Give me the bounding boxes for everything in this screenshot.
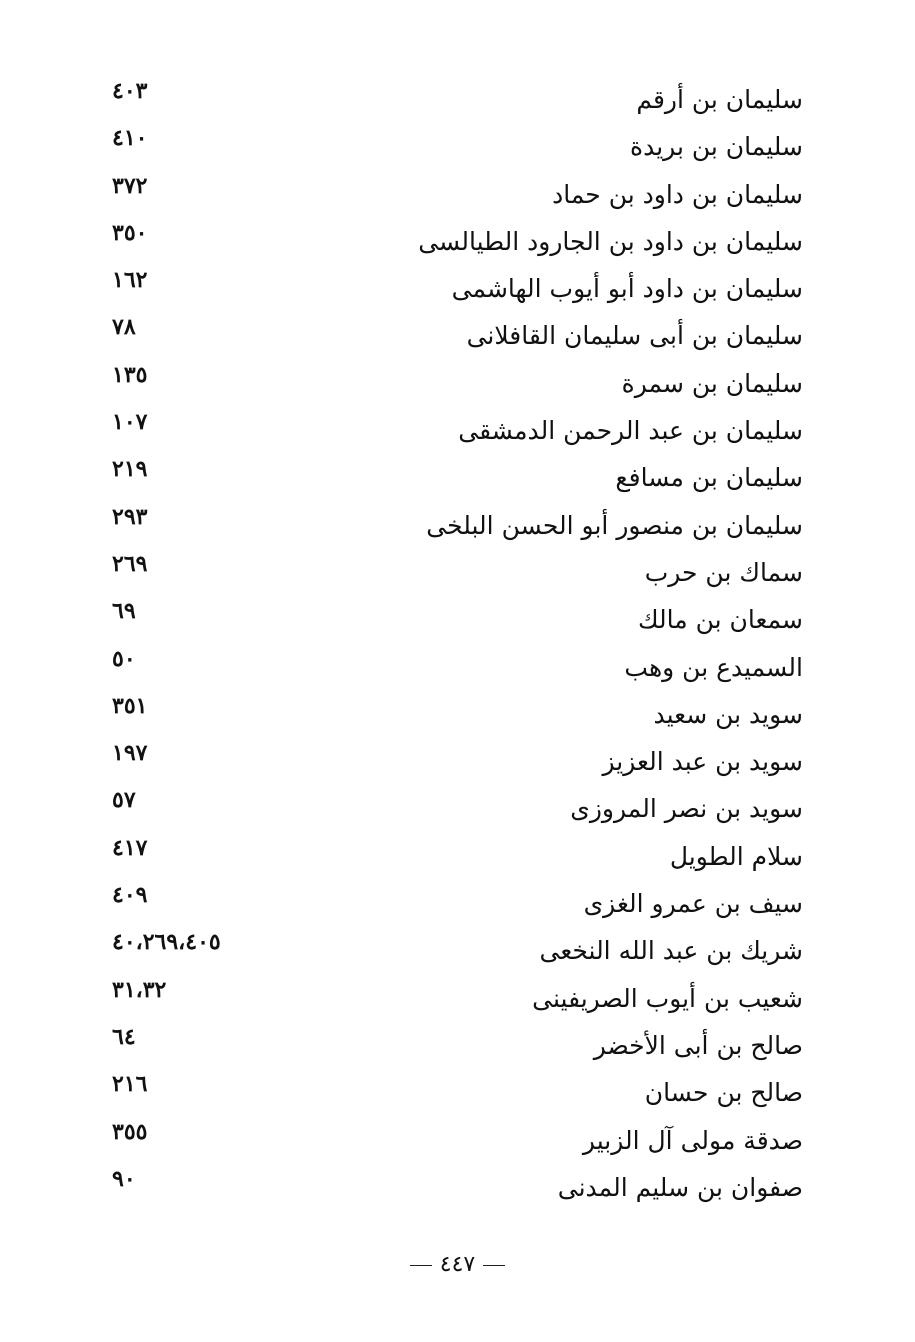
entry-name: سويد بن نصر المروزى <box>570 794 803 824</box>
entry-name: صالح بن أبى الأخضر <box>593 1030 803 1060</box>
index-entry <box>0 1069 915 1116</box>
entry-name: سليمان بن منصور أبو الحسن البلخى <box>426 510 803 540</box>
index-entry <box>0 785 915 832</box>
entry-page-numbers: ٤١٠ <box>112 125 148 152</box>
entry-name: سليمان بن داود بن الجارود الطيالسى <box>418 226 803 256</box>
entry-name: سويد بن عبد العزيز <box>602 747 803 777</box>
index-entry <box>0 549 915 596</box>
index-entry <box>0 265 915 312</box>
entry-page-numbers: ٢٩٣ <box>112 503 148 530</box>
index-entry <box>0 454 915 501</box>
index-entry <box>0 596 915 643</box>
index-entry <box>0 927 915 974</box>
entry-page-numbers: ٢٦٩ <box>112 550 148 577</box>
entry-name: سليمان بن سمرة <box>621 368 803 398</box>
index-entry <box>0 738 915 785</box>
entry-name: شعيب بن أيوب الصريفينى <box>532 983 803 1013</box>
entry-name: سليمان بن مسافع <box>615 463 803 493</box>
entry-name: صالح بن حسان <box>644 1078 803 1108</box>
entry-page-numbers: ٥٠ <box>112 645 136 672</box>
index-entry <box>0 76 915 123</box>
entry-name: سليمان بن أبى سليمان القافلانى <box>466 321 803 351</box>
footer-dash-left <box>410 1265 432 1266</box>
entry-name: سليمان بن عبد الرحمن الدمشقى <box>458 416 803 446</box>
entry-page-numbers: ٣٥٠ <box>112 219 148 246</box>
entry-page-numbers: ١٠٧ <box>112 409 148 436</box>
entry-name: سلام الطويل <box>669 841 803 871</box>
entry-name: سمعان بن مالك <box>637 605 803 635</box>
entry-page-numbers: ٤٠٣ <box>112 78 148 104</box>
index-list <box>0 76 915 1211</box>
entry-page-numbers: ٩٠ <box>112 1165 136 1192</box>
index-entry <box>0 691 915 738</box>
entry-page-numbers: ١٩٧ <box>112 740 148 767</box>
entry-page-numbers: ١٦٢ <box>112 267 148 294</box>
index-entry <box>0 644 915 691</box>
page-footer <box>0 1250 915 1280</box>
page-number: ٤٤٧ <box>439 1252 476 1277</box>
entry-page-numbers: ٥٧ <box>112 787 136 814</box>
entry-page-numbers: ١٣٥ <box>112 361 148 388</box>
entry-page-numbers: ٦٤ <box>112 1023 136 1050</box>
entry-name: سليمان بن أرقم <box>636 85 803 114</box>
entry-name: سليمان بن داود أبو أيوب الهاشمى <box>451 274 803 304</box>
entry-name: السميدع بن وهب <box>624 652 803 682</box>
entry-name: صدقة مولى آل الزبير <box>582 1125 803 1155</box>
entry-page-numbers: ٣٧٢ <box>112 172 148 199</box>
entry-name: سليمان بن داود بن حماد <box>552 179 803 209</box>
entry-name: سليمان بن بريدة <box>629 132 803 162</box>
index-entry <box>0 1117 915 1164</box>
index-entry <box>0 1164 915 1211</box>
index-entry <box>0 975 915 1022</box>
footer-dash-right <box>483 1265 505 1266</box>
entry-name: شريك بن عبد الله النخعى <box>539 936 803 966</box>
index-entry <box>0 502 915 549</box>
entry-page-numbers: ٦٩ <box>112 598 136 625</box>
index-entry <box>0 218 915 265</box>
entry-page-numbers: ٣٥١ <box>112 692 148 719</box>
entry-name: صفوان بن سليم المدنى <box>557 1172 803 1202</box>
entry-page-numbers: ٤١٧ <box>112 834 148 861</box>
index-entry <box>0 123 915 170</box>
index-entry <box>0 1022 915 1069</box>
entry-page-numbers: ٧٨ <box>112 314 136 341</box>
index-entry <box>0 312 915 359</box>
index-entry <box>0 360 915 407</box>
entry-page-numbers: ٣٥٥ <box>112 1118 148 1145</box>
entry-page-numbers: ٢١٦ <box>112 1071 148 1098</box>
entry-name: سيف بن عمرو الغزى <box>583 889 803 919</box>
index-entry <box>0 833 915 880</box>
entry-page-numbers: ٣١،٣٢ <box>112 976 167 1003</box>
index-entry <box>0 171 915 218</box>
index-entry <box>0 407 915 454</box>
entry-name: سماك بن حرب <box>644 557 803 587</box>
entry-page-numbers: ٢١٩ <box>112 456 148 483</box>
entry-page-numbers: ٤٠٩ <box>112 882 148 909</box>
entry-name: سويد بن سعيد <box>653 699 803 729</box>
entry-page-numbers: ٤٠،٢٦٩،٤٠٥ <box>112 929 221 956</box>
index-entry <box>0 880 915 927</box>
